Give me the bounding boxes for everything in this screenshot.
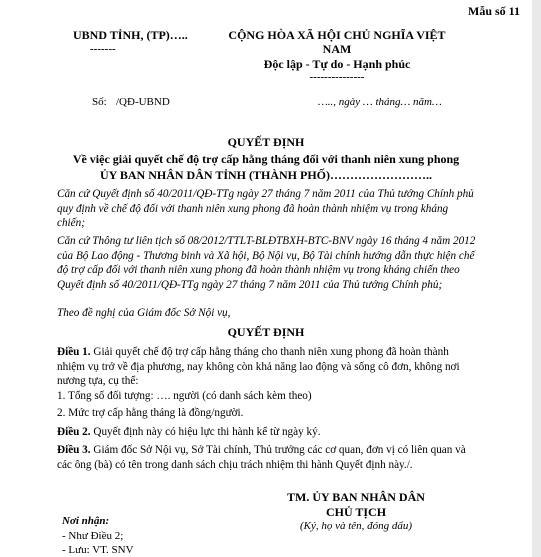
article-1	[57, 345, 477, 389]
decision-heading: QUYẾT ĐỊNH	[227, 325, 305, 339]
motto-rule: ---------------	[309, 71, 365, 83]
article-2-text: Quyết định này có hiệu lực thi hành kể từ ngày ký.	[93, 426, 321, 438]
doc-date: ….., ngày … tháng… năm…	[318, 96, 442, 108]
preamble-3: Theo đề nghị của Giám đốc Sở Nội vụ,	[57, 307, 231, 319]
article-1-item-2: 2. Mức trợ cấp hằng tháng là đồng/người.	[57, 407, 244, 419]
vertical-scrollbar[interactable]	[532, 0, 541, 557]
country-name-line1: CỘNG HÒA XÃ HỘI CHỦ NGHĨA VIỆT	[228, 28, 446, 42]
article-1-label: Điều 1.	[57, 346, 91, 358]
motto: Độc lập - Tự do - Hạnh phúc	[263, 57, 411, 71]
recipient-item: - Lưu: VT. SNV	[62, 544, 134, 556]
signature-role: CHỦ TỊCH	[325, 505, 387, 519]
preamble-2: Căn cứ Thông tư liên tịch số 08/2012/TTLT-BLĐTBXH-BTC-BNV ngày 16 tháng 4 năm 2012 của Bộ Lao động - Thương binh và Xã hội, Bộ Nội vụ, Bộ Tài chính hướng dẫn thực hiện chế độ trợ cấp đối với thanh niên xung phong đã hoàn thành nhiệm vụ trong kháng chiến theo Quyết định số 40/2011/QĐ-TTg ngày 27 tháng 7 năm 2011 của Thủ tướng Chính phủ;	[57, 235, 476, 291]
preamble-1: Căn cứ Quyết định số 40/2011/QĐ-TTg ngày 27 tháng 7 năm 2011 của Thủ tướng Chính phủ quy định về chế độ đối với thanh niên xung phong đã hoàn thành nhiệm vụ trong kháng chiến;	[57, 188, 474, 229]
signature-title: TM. ỦY BAN NHÂN DÂN	[287, 490, 425, 504]
article-3-label: Điều 3.	[57, 444, 91, 456]
article-1-item-1: 1. Tổng số đối tượng: …. người (có danh sách kèm theo)	[57, 390, 312, 402]
article-2	[57, 425, 477, 440]
issuing-authority: ỦY BAN NHÂN DÂN TỈNH (THÀNH PHỐ)……………………..	[99, 168, 432, 182]
signature-instruction: (Ký, họ và tên, đóng dấu)	[299, 520, 413, 532]
form-number: Mẫu số 11	[468, 4, 521, 18]
article-3-text: Giám đốc Sở Nội vụ, Sở Tài chính, Thủ trưởng các cơ quan, đơn vị có liên quan và các ông (bà) có tên trong danh sách chịu trách nhiệm thi hành Quyết định này./.	[57, 444, 466, 471]
article-3	[57, 443, 477, 472]
doc-number-label: Số:	[92, 96, 107, 108]
agency-rule: -------	[90, 43, 116, 55]
decision-subject: Về việc giải quyết chế độ trợ cấp hằng tháng đối với thanh niên xung phong	[72, 152, 460, 166]
agency-name: UBND TỈNH, (TP)…..	[73, 28, 188, 42]
recipients-heading: Nơi nhận:	[62, 515, 110, 527]
doc-number-value: /QĐ-UBND	[116, 96, 170, 108]
article-2-label: Điều 2.	[57, 426, 91, 438]
country-name-line2: NAM	[322, 42, 352, 56]
recipient-item: - Như Điều 2;	[62, 530, 124, 542]
decision-title: QUYẾT ĐỊNH	[227, 135, 305, 149]
article-1-text: Giải quyết chế độ trợ cấp hằng tháng cho thanh niên xung phong đã hoàn thành nhiệm vụ trở về địa phương, nay không còn khả năng lao động và sống cô đơn, không nơi nương tựa, cụ thể:	[57, 346, 460, 387]
